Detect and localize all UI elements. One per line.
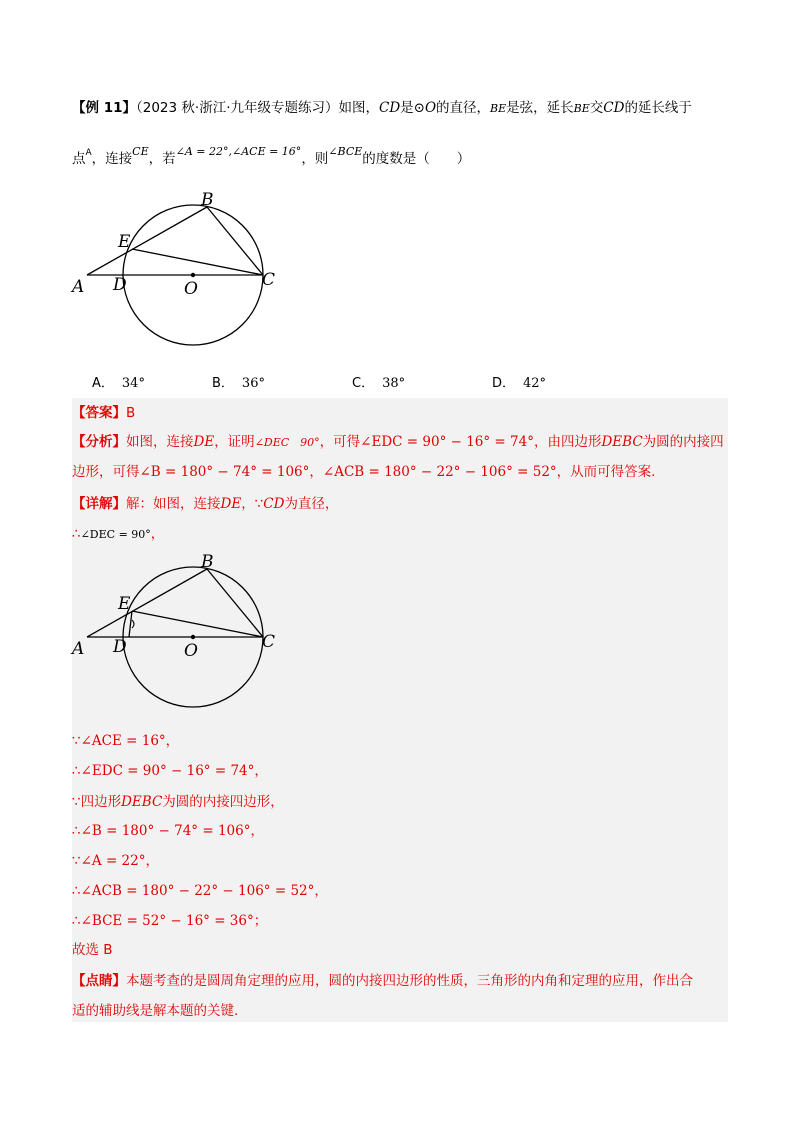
label-c: C bbox=[262, 270, 276, 290]
d-text: ∵ bbox=[72, 733, 81, 749]
option-value: 34° bbox=[121, 376, 145, 391]
answer-line bbox=[72, 403, 135, 423]
label-b: B bbox=[201, 552, 214, 572]
label-o: O bbox=[184, 641, 198, 661]
a-math: ∠B = 180° − 74° = 106° bbox=[139, 464, 310, 480]
therefore-symbol: ∴ bbox=[72, 526, 81, 542]
q-math: CD bbox=[603, 100, 625, 116]
d-text: ∴ bbox=[72, 913, 81, 929]
a-math: ∠EDC = 90° − 16° = 74° bbox=[360, 434, 534, 450]
detail-tag: 【详解】 bbox=[72, 496, 126, 512]
q-math: ⊙O bbox=[413, 100, 437, 116]
d-text: ； bbox=[253, 913, 268, 929]
d-math: ∠DEC = 90° bbox=[80, 528, 151, 541]
detail-step-3 bbox=[72, 792, 284, 812]
option-value: 42° bbox=[523, 376, 547, 391]
d-text: 为直径， bbox=[284, 496, 339, 512]
q-text: ，连接 bbox=[91, 151, 133, 167]
d-math: DEBC bbox=[121, 794, 163, 810]
q-text: 点 bbox=[72, 151, 86, 167]
d-text: ， bbox=[150, 526, 165, 542]
comment-text: 适的辅助线是解本题的关键. bbox=[72, 1003, 239, 1019]
a-text: ，可得 bbox=[319, 434, 361, 450]
option-value: 36° bbox=[241, 376, 265, 391]
right-angle-mark bbox=[132, 620, 134, 628]
q-text: 的延长线于 bbox=[624, 100, 692, 116]
line-ab bbox=[87, 569, 207, 637]
label-d: D bbox=[113, 637, 127, 657]
geometry-figure-2 bbox=[70, 550, 290, 720]
detail-step-6 bbox=[72, 881, 328, 901]
q-text: 交 bbox=[589, 100, 604, 116]
question-line-1 bbox=[72, 98, 692, 119]
label-c: C bbox=[262, 632, 276, 652]
question-line-2 bbox=[72, 142, 470, 169]
a-math: DE bbox=[193, 434, 215, 450]
question-source: （2023 秋·浙江·九年级专题练习） bbox=[136, 100, 339, 116]
comment-line-2 bbox=[72, 1001, 238, 1021]
answer-value: B bbox=[126, 405, 136, 421]
d-text: ， bbox=[250, 823, 264, 839]
d-math: DE bbox=[220, 496, 242, 512]
d-text: 解：如图，连接 bbox=[126, 496, 221, 512]
a-text: 如图，连接 bbox=[126, 434, 194, 450]
label-e: E bbox=[118, 594, 131, 614]
d-math: ∠BCE = 52° − 16° = 36° bbox=[80, 913, 254, 929]
line-ec bbox=[132, 611, 263, 637]
option-letter: A． bbox=[92, 376, 114, 391]
question-tag: 【例 11】 bbox=[72, 100, 136, 116]
option-b[interactable] bbox=[212, 372, 265, 391]
comment-line-1 bbox=[72, 971, 693, 991]
because-symbol: ∵ bbox=[254, 496, 264, 512]
d-text: ∴ bbox=[72, 763, 81, 779]
q-text: 是弦，延长 bbox=[506, 100, 574, 116]
q-text: 如图， bbox=[338, 100, 379, 116]
d-math: ∠A = 22° bbox=[80, 853, 146, 869]
line-de bbox=[129, 611, 132, 637]
option-c[interactable] bbox=[352, 372, 405, 391]
comment-text: 本题考查的是圆周角定理的应用，圆的内接四边形的性质，三角形的内角和定理的应用，作出合 bbox=[126, 973, 693, 989]
conclusion-text: 故选 B bbox=[72, 942, 113, 958]
answer-tag: 【答案】 bbox=[72, 405, 126, 421]
center-point bbox=[191, 273, 195, 277]
d-text: ， bbox=[145, 853, 159, 869]
d-math: ∠B = 180° − 74° = 106° bbox=[80, 823, 251, 839]
d-text: ， bbox=[241, 496, 255, 512]
option-letter: D． bbox=[492, 376, 516, 391]
d-math: ∠EDC = 90° − 16° = 74° bbox=[80, 763, 255, 779]
d-text: ， bbox=[314, 883, 328, 899]
a-text: 边形，可得 bbox=[72, 464, 140, 480]
a-text: ，从而可得答案. bbox=[556, 464, 656, 480]
q-math: BE bbox=[490, 102, 507, 115]
d-text: ∵ bbox=[72, 853, 81, 869]
analysis-tag: 【分析】 bbox=[72, 434, 126, 450]
label-a: A bbox=[72, 277, 85, 297]
a-text: ，证明 bbox=[214, 434, 255, 450]
q-text: 的直径， bbox=[436, 100, 491, 116]
a-text: ， bbox=[309, 464, 323, 480]
option-value: 38° bbox=[382, 376, 406, 391]
d-text: ， bbox=[165, 733, 180, 749]
a-text: ，由四边形 bbox=[533, 434, 602, 450]
q-math: BE bbox=[573, 102, 590, 115]
a-text: 为圆的内接四 bbox=[642, 434, 724, 450]
q-text: ，若 bbox=[148, 151, 176, 167]
line-ab bbox=[87, 207, 207, 275]
analysis-line-1 bbox=[72, 432, 724, 453]
a-math: DEBC bbox=[601, 434, 643, 450]
d-text: ∴ bbox=[72, 883, 81, 899]
d-text: 为圆的内接四边形， bbox=[162, 794, 284, 810]
a-math: ∠ACB = 180° − 22° − 106° = 52° bbox=[322, 464, 557, 480]
d-text: ∵四边形 bbox=[72, 794, 122, 810]
label-o: O bbox=[184, 279, 198, 299]
detail-step-2 bbox=[72, 761, 268, 781]
detail-step-5 bbox=[72, 851, 159, 871]
q-math: ∠A = 22°,∠ACE = 16° bbox=[175, 145, 302, 158]
d-text: ， bbox=[254, 763, 268, 779]
d-math: ∠ACE = 16° bbox=[80, 733, 166, 749]
q-text: 是 bbox=[400, 100, 414, 116]
detail-step-7 bbox=[72, 911, 267, 931]
label-a: A bbox=[72, 639, 85, 659]
q-math: CE bbox=[132, 145, 149, 158]
center-point bbox=[191, 635, 195, 639]
d-text: ∴ bbox=[72, 823, 81, 839]
conclusion-line bbox=[72, 940, 113, 960]
d-math: CD bbox=[263, 496, 285, 512]
q-math: CD bbox=[378, 100, 401, 116]
option-letter: C． bbox=[352, 376, 375, 391]
q-text: ，则 bbox=[301, 151, 329, 167]
geometry-figure-1 bbox=[70, 188, 290, 358]
line-ec bbox=[132, 249, 263, 275]
analysis-line-2 bbox=[72, 462, 655, 482]
option-letter: B． bbox=[212, 376, 234, 391]
detail-step-1 bbox=[72, 731, 179, 751]
option-d[interactable] bbox=[492, 372, 546, 391]
detail-step-4 bbox=[72, 821, 264, 841]
option-a[interactable] bbox=[92, 372, 145, 391]
q-math: A bbox=[85, 148, 92, 158]
comment-tag: 【点睛】 bbox=[72, 973, 126, 989]
a-math: ∠DEC 90° bbox=[254, 436, 320, 449]
q-math: ∠BCE bbox=[328, 145, 363, 158]
detail-step-0 bbox=[72, 524, 164, 545]
q-text: 的度数是（ ） bbox=[362, 151, 471, 167]
d-math: ∠ACB = 180° − 22° − 106° = 52° bbox=[80, 883, 315, 899]
label-d: D bbox=[113, 275, 127, 295]
label-b: B bbox=[201, 190, 214, 210]
detail-intro bbox=[72, 494, 338, 514]
label-e: E bbox=[118, 232, 131, 252]
